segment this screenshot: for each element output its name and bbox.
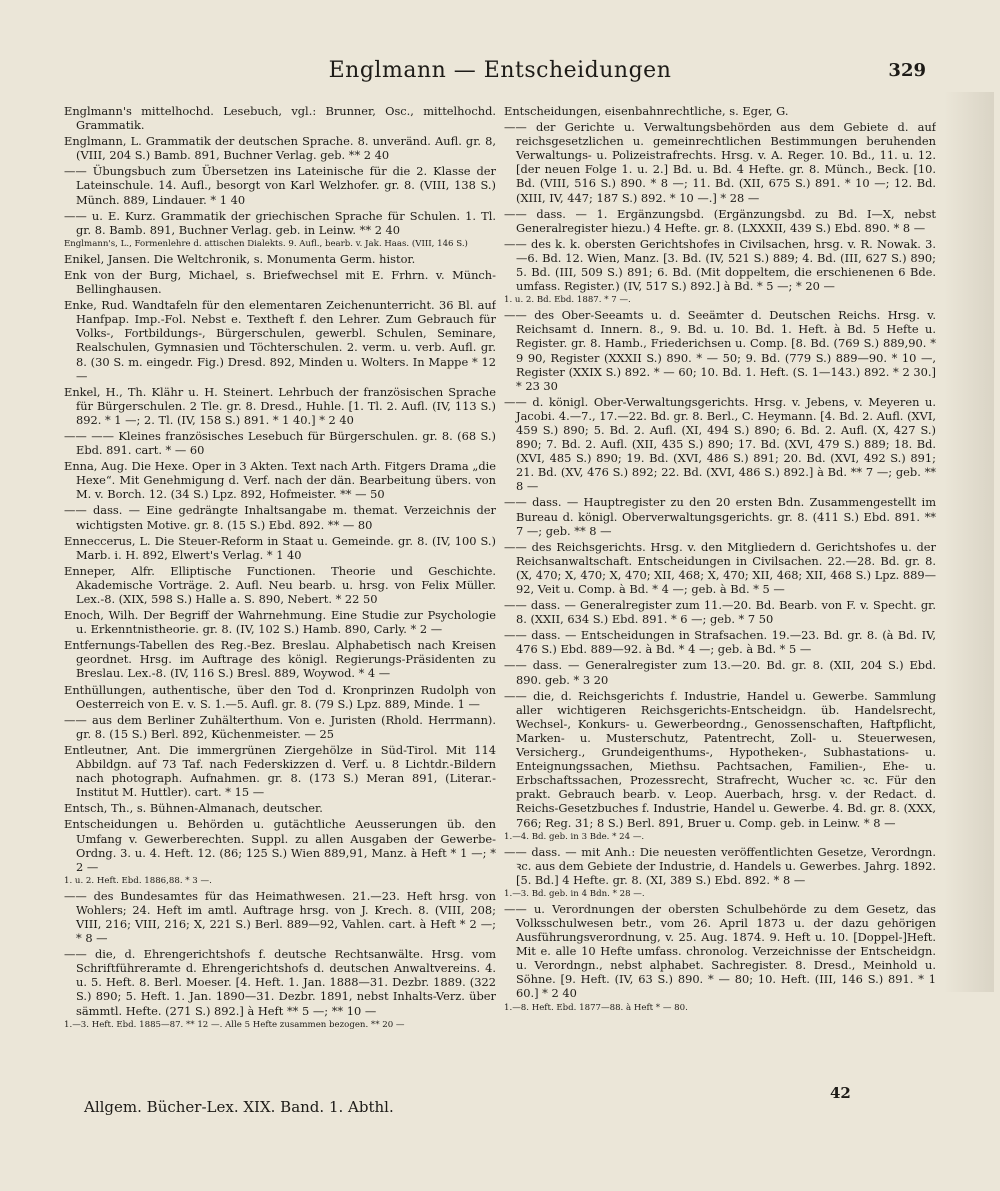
footnote-line: 1.—4. Bd. geb. in 3 Bde. * 24 —. bbox=[504, 831, 645, 842]
bibliography-entry: —— dass. — Entscheidungen in Strafsachen. 19.—23. Bd. gr. 8. (à Bd. IV, 476 S.) Ebd. 889—92. à Bd. * 4 —; geb. à Bd. * 5 — bbox=[504, 628, 936, 657]
bibliography-entry: —— des Reichsgerichts. Hrsg. v. den Mitgliedern d. Gerichtshofes u. der Reichsanwaltschaft. Entscheidungen in Civilsachen. 22.—28. Bd. gr. 8. (X, 470; X, 470; X, 470; XII, 468; X, 470; XII, 468; XII, 468 S.) Lpz. 889—92, Veit u. Comp. à Bd. * 4 —; geb. à Bd. * 5 — bbox=[504, 539, 936, 596]
bibliography-entry: Enthüllungen, authentische, über den Tod d. Kronprinzen Rudolph von Oesterreich von E. v. S. 1.—5. Aufl. gr. 8. (79 S.) Lpz. 889, Minde. 1 — bbox=[64, 682, 496, 711]
bibliography-entry: —— aus dem Berliner Zuhälterthum. Von e. Juristen (Rhold. Herrmann). gr. 8. (15 S.) Berl. 892, Küchenmeister. — 25 bbox=[64, 712, 496, 741]
bibliography-entry: Enoch, Wilh. Der Begriff der Wahrnehmung. Eine Studie zur Psychologie u. Erkenntnistheorie. gr. 8. (IV, 102 S.) Hamb. 890, Carly. * 2 — bbox=[64, 608, 496, 637]
bibliography-entry: Entfernungs-Tabellen des Reg.-Bez. Breslau. Alphabetisch nach Kreisen geordnet. Hrsg. im Auftrage des königl. Regierungs-Präsidenten zu Breslau. Lex.-8. (IV, 116 S.) Bresl. 889, Woywod. * 4 — bbox=[64, 638, 496, 681]
left-column bbox=[64, 104, 496, 1099]
bibliography-entry: Entscheidungen, eisenbahnrechtliche, s. Eger, G. bbox=[504, 104, 789, 118]
page-number: 329 bbox=[888, 60, 926, 81]
bibliography-entry: —— d. königl. Ober-Verwaltungsgerichts. Hrsg. v. Jebens, v. Meyeren u. Jacobi. 4.—7., 17.—22. Bd. gr. 8. Berl., C. Heymann. [4. Bd. 2. Aufl. (XVI, 459 S.) 890; 5. Bd. 2. Aufl. (XI, 494 S.) 890; 6. Bd. 2. Aufl. (X, 427 S.) 890; 7. Bd. 2. Aufl. (XII, 435 S.) 890; 17. Bd. (XVI, 479 S.) 889; 18. Bd. (XVI, 485 S.) 890; 19. Bd. (XVI, 486 S.) 891; 20. Bd. (XVI, 492 S.) 891; 21. Bd. (XV, 476 S.) 892; 22. Bd. (XVI, 486 S.) 892.] à Bd. ** 7 —; geb. ** 8 — bbox=[504, 394, 936, 494]
bibliography-entry: —— des Ober-Seeamts u. d. Seeämter d. Deutschen Reichs. Hrsg. v. Reichsamt d. Innern. 8., 9. Bd. u. 10. Bd. 1. Heft. à Bd. 5 Hefte u. Register. gr. 8. Hamb., Friederichsen u. Comp. [8. Bd. (769 S.) 889,90. * 9 90, Register (XXXII S.) 890. * — 50; 9. Bd. (779 S.) 889—90. * 10 —, Register (XXIX S.) 892. * — 60; 10. Bd. 1. Heft. (S. 1—143.) 892. * 2 30.] * 23 30 bbox=[504, 308, 936, 393]
footnote-line: Englmann's, L., Formenlehre d. attischen Dialekts. 9. Aufl., bearb. v. Jak. Haas. (VIII, 146 S.) bbox=[64, 238, 468, 249]
bibliography-entry: Entleutner, Ant. Die immergrünen Ziergehölze in Süd-Tirol. Mit 114 Abbildgn. auf 73 Taf. nach Federskizzen d. Verf. u. 8 Lichtdr.-Bildern nach photograph. Aufnahmen. gr. 8. (173 S.) Meran 891, (Literar.-Institut M. Huttler). cart. * 15 — bbox=[64, 742, 496, 800]
running-head bbox=[60, 58, 940, 98]
bibliography-entry: —— dass. — Eine gedrängte Inhaltsangabe m. themat. Verzeichnis der wichtigsten Motive. gr. 8. (15 S.) Ebd. 892. ** — 80 bbox=[64, 503, 496, 532]
bibliography-entry: —— u. Verordnungen der obersten Schulbehörde zu dem Gesetz, das Volksschulwesen betr., vom 26. April 1873 u. der dazu gehörigen Ausführungsverordnung, v. 25. Aug. 1874. 9. Heft u. 10. [Doppel-]Heft. Mit e. alle 10 Hefte umfass. chronolog. Verzeichnisse der Entscheidgn. u. Verordngn., nebst alphabet. Sachregister. 8. Dresd., Meinhold u. Söhne. [9. Heft. (IV, 63 S.) 890. * — 80; 10. Heft. (III, 146 S.) 891. * 1 60.] * 2 40 bbox=[504, 901, 936, 1001]
bibliography-entry: —— des k. k. obersten Gerichtshofes in Civilsachen, hrsg. v. R. Nowak. 3.—6. Bd. 12. Wien, Manz. [3. Bd. (IV, 521 S.) 889; 4. Bd. (III, 627 S.) 890; 5. Bd. (III, 509 S.) 891; 6. Bd. (Mit doppeltem, die erschienenen 6 Bde. umfass. Register.) (IV, 517 S.) 892.] à Bd. * 5 —; * 20 — bbox=[504, 236, 936, 294]
bibliography-entry: —— die, d. Reichsgerichts f. Industrie, Handel u. Gewerbe. Sammlung aller wichtigeren Reichsgerichts-Entscheidgn. üb. Handelsrecht, Wechsel-, Konkurs- u. Gewerbeordng., Genossenschaften, Haftpflicht, Marken- u. Musterschutz, Patentrecht, Zoll- u. Steuerwesen, Versicherg., Grundeigenthums-, Hypotheken-, Subhastations- u. Enteignungssachen, Miethsu. Pachtsachen, Familien-, Ehe- u. Erbschaftssachen, Prozessrecht, Strafrecht, Wucher ꝛc. ꝛc. Für den prakt. Gebrauch bearb. v. Leop. Auerbach, hrsg. v. der Redact. d. Reichs-Gesetzbuches f. Industrie, Handel u. Gewerbe. 4. Bd. gr. 8. (XXX, 766; Reg. 31; 8 S.) Berl. 891, Bruer u. Comp. geb. in Leinw. * 8 — bbox=[504, 688, 936, 830]
bibliography-entry: Enkel, H., Th. Klähr u. H. Steinert. Lehrbuch der französischen Sprache für Bürgerschulen. 2 Tle. gr. 8. Dresd., Huhle. [1. Tl. 2. Aufl. (IV, 113 S.) 892. * 1 —; 2. Tl. (IV, 158 S.) 891. * 1 40.] * 2 40 bbox=[64, 384, 496, 427]
bibliography-entry: Enke, Rud. Wandtafeln für den elementaren Zeichenunterricht. 36 Bl. auf Hanfpap. Imp.-Fol. Nebst e. Textheft f. den Lehrer. Zum Gebrauch für Volks-, Fortbildungs-, Bürgerschulen, gewerbl. Schulen, Seminare, Realschulen, Gymnasien und Töchterschulen. 2. verm. u. verb. Aufl. gr. 8. (30 S. m. eingedr. Fig.) Dresd. 892, Minden u. Wolters. In Mappe * 12 — bbox=[64, 298, 496, 383]
bibliography-entry: —— dass. — Generalregister zum 11.—20. Bd. Bearb. von F. v. Specht. gr. 8. (XXII, 634 S.) Ebd. 891. * 6 —; geb. * 7 50 bbox=[504, 598, 936, 627]
bibliography-entry: Enneccerus, L. Die Steuer-Reform in Staat u. Gemeinde. gr. 8. (IV, 100 S.) Marb. i. H. 892, Elwert's Verlag. * 1 40 bbox=[64, 533, 496, 562]
bibliography-entry: Entscheidungen u. Behörden u. gutächtliche Aeusserungen üb. den Umfang v. Gewerberechten. Suppl. zu allen Ausgaben der Gewerbe-Ordng. 3. u. 4. Heft. 12. (86; 125 S.) Wien 889,91, Manz. à Heft * 1 —; * 2 — bbox=[64, 817, 496, 874]
bibliography-entry: —— dass. — Hauptregister zu den 20 ersten Bdn. Zusammengestellt im Bureau d. königl. Oberverwaltungsgerichts. gr. 8. (411 S.) Ebd. 891. ** 7 —; geb. ** 8 — bbox=[504, 495, 936, 538]
footnote-line: 1. u. 2. Heft. Ebd. 1886,88. * 3 —. bbox=[64, 875, 212, 886]
footnote-line: 1. u. 2. Bd. Ebd. 1887. * 7 —. bbox=[504, 295, 631, 306]
bibliography-entry: —— —— Kleines französisches Lesebuch für Bürgerschulen. gr. 8. (68 S.) Ebd. 891. cart. * — 60 bbox=[64, 428, 496, 458]
right-column bbox=[504, 104, 936, 1099]
bibliography-entry: —— Übungsbuch zum Übersetzen ins Lateinische für die 2. Klasse der Lateinschule. 14. Aufl., besorgt von Karl Welzhofer. gr. 8. (VIII, 138 S.) Münch. 889, Lindauer. * 1 40 bbox=[64, 164, 496, 207]
sheet-number: 42 bbox=[830, 1084, 851, 1102]
footnote-line: 1.—8. Heft. Ebd. 1877—88. à Heft * — 80. bbox=[504, 1002, 688, 1013]
bibliography-entry: —— dass. — 1. Ergänzungsbd. (Ergänzungsbd. zu Bd. I—X, nebst Generalregister hiezu.) 4 Hefte. gr. 8. (LXXXII, 439 S.) Ebd. 890. * 8 — bbox=[504, 206, 936, 235]
page-title: Englmann — Entscheidungen bbox=[328, 58, 672, 83]
bibliography-entry: —— der Gerichte u. Verwaltungsbehörden aus dem Gebiete d. auf reichsgesetzlichen u. gemeinrechtlichen Bestimmungen beruhenden Verwaltungs- u. Polizeistrafrechts. Hrsg. v. A. Reger. 10. Bd., 11. u. 12. [der neuen Folge 1. u. 2.] Bd. u. Bd. 4 Hefte. gr. 8. Münch., Beck. [10. Bd. (VIII, 516 S.) 890. * 8 —; 11. Bd. (XII, 675 S.) 891. * 10 —; 12. Bd. (XIII, IV, 447; 187 S.) 892. * 10 —.] * 28 — bbox=[504, 120, 936, 205]
bibliography-entry: —— dass. — Generalregister zum 13.—20. Bd. gr. 8. (XII, 204 S.) Ebd. 890. geb. * 3 20 bbox=[504, 658, 936, 687]
bibliography-entry: —— u. E. Kurz. Grammatik der griechischen Sprache für Schulen. 1. Tl. gr. 8. Bamb. 891, Buchner Verlag. geb. in Leinw. ** 2 40 bbox=[64, 208, 496, 237]
bibliography-entry: Enikel, Jansen. Die Weltchronik, s. Monumenta Germ. histor. bbox=[64, 251, 416, 266]
footnote-line: 1.—3. Bd. geb. in 4 Bdn. * 28 —. bbox=[504, 888, 645, 899]
bibliography-entry: Enneper, Alfr. Elliptische Functionen. Theorie und Geschichte. Akademische Vorträge. 2. Aufl. Neu bearb. u. hrsg. von Felix Müller. Lex.-8. (XIX, 598 S.) Halle a. S. 890, Nebert. * 22 50 bbox=[64, 563, 496, 606]
bibliography-entry: —— die, d. Ehrengerichtshofs f. deutsche Rechtsanwälte. Hrsg. vom Schriftführeramte d. Ehrengerichtshofs d. deutschen Anwaltvereins. 4. u. 5. Heft. 8. Berl. Moeser. [4. Heft. 1. Jan. 1888—31. Dezbr. 1889. (322 S.) 890; 5. Heft. 1. Jan. 1890—31. Dezbr. 1891, nebst Inhalts-Verz. über sämmtl. Hefte. (271 S.) 892.] à Heft ** 5 —; ** 10 — bbox=[64, 947, 496, 1018]
page-edge-shadow bbox=[944, 92, 994, 992]
footnote-line: 1.—3. Heft. Ebd. 1885—87. ** 12 —. Alle 5 Hefte zusammen bezogen. ** 20 — bbox=[64, 1019, 405, 1030]
bibliography-entry: Englmann, L. Grammatik der deutschen Sprache. 8. unveränd. Aufl. gr. 8, (VIII, 204 S.) Bamb. 891, Buchner Verlag. geb. ** 2 40 bbox=[64, 134, 496, 163]
bibliography-entry: —— dass. — mit Anh.: Die neuesten veröffentlichten Gesetze, Verordngn. ꝛc. aus dem Gebiete der Industrie, d. Handels u. Gewerbes. Jahrg. 1892. [5. Bd.] 4 Hefte. gr. 8. (XI, 389 S.) Ebd. 892. * 8 — bbox=[504, 844, 936, 887]
bibliography-entry: Enna, Aug. Die Hexe. Oper in 3 Akten. Text nach Arth. Fitgers Drama „die Hexe“. Mit Genehmigung d. Verf. nach der dän. Bearbeitung übers. von M. v. Borch. 12. (34 S.) Lpz. 892, Hofmeister. ** — 50 bbox=[64, 459, 496, 502]
bibliography-entry: —— des Bundesamtes für das Heimathwesen. 21.—23. Heft hrsg. von Wohlers; 24. Heft im amtl. Auftrage hrsg. von J. Krech. 8. (VIII, 208; VIII, 216; VIII, 216; X, 221 S.) Berl. 889—92, Vahlen. cart. à Heft * 2 —; * 8 — bbox=[64, 888, 496, 946]
bibliography-entry: Entsch, Th., s. Bühnen-Almanach, deutscher. bbox=[64, 801, 323, 816]
bibliography-entry: Englmann's mittelhochd. Lesebuch, vgl.: Brunner, Osc., mittelhochd. Grammatik. bbox=[64, 104, 496, 133]
bibliography-entry: Enk von der Burg, Michael, s. Briefwechsel mit E. Frhrn. v. Münch-Bellinghausen. bbox=[64, 267, 496, 297]
signature-line: Allgem. Bücher-Lex. XIX. Band. 1. Abthl. bbox=[84, 1098, 394, 1116]
